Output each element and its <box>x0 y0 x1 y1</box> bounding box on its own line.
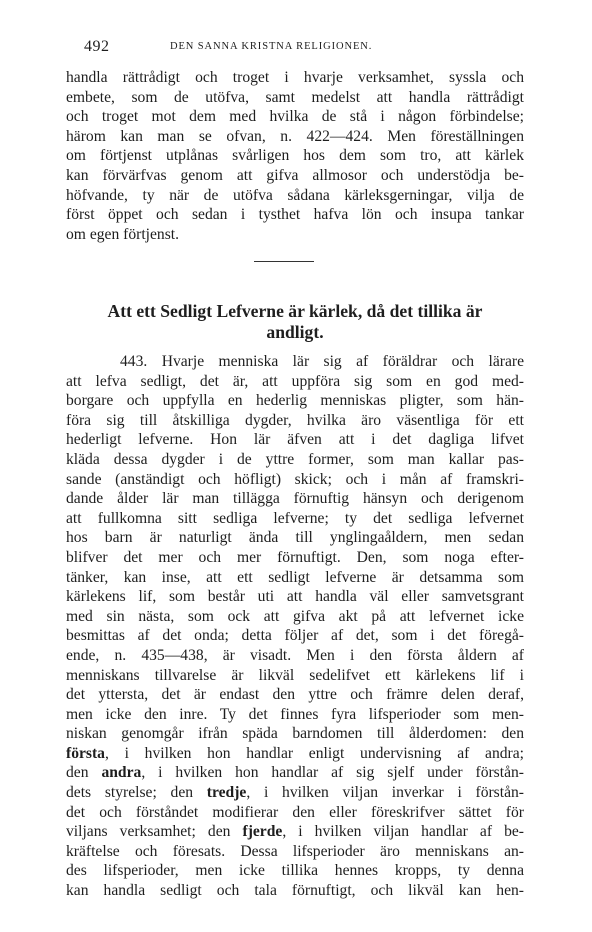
text-line: niskan genomgår ifrån späda barndomen till ålderdomen: den <box>66 725 524 743</box>
text-line-with-emphasis <box>66 822 524 842</box>
emphasis-andra: andra <box>101 764 142 782</box>
text-line: tänker, kan inse, att ett sedligt lefverne är detsamma som <box>66 568 524 586</box>
section-heading-line-1: Att ett Sedligt Lefverne är kärlek, då det tillika är <box>107 301 483 321</box>
text-line: kärlekens lif, som består uti att handla väl eller samvetsgrant <box>66 588 524 606</box>
emphasis-tredje: tredje <box>206 784 247 802</box>
text-line: kläda dessa dygder i de yttre former, som man kallar pas- <box>66 450 524 468</box>
text-fragment: , i hvilken hon handlar enligt undervisning af andra; <box>104 744 524 762</box>
running-header <box>84 38 524 58</box>
text-line: besmittas af det onda; detta följer af det, som i det föregå- <box>66 627 524 645</box>
emphasis-forsta: första <box>66 744 105 762</box>
paragraph-2 <box>66 352 524 901</box>
text-line-with-emphasis <box>66 763 524 783</box>
text-fragment: , i hvilken hon handlar af sig sjelf under förstån- <box>141 764 524 782</box>
text-line: ende, n. 435—438, är visadt. Men i den första åldern af <box>66 646 524 664</box>
text-line: sande (anständigt och höfligt) skick; och i mån af framskri- <box>66 470 524 488</box>
text-line: kräftelse och föresats. Dessa lifsperioder äro menniskans an- <box>66 842 524 860</box>
text-line-with-emphasis <box>66 783 524 803</box>
text-line: höfvande, ty när de utöfva sådana kärleksgerningar, vilja de <box>66 186 524 204</box>
text-line: blifver det mer och mer förnuftigt. Den, som noga efter- <box>66 548 524 566</box>
text-fragment: den <box>66 764 102 782</box>
page-number: 492 <box>84 38 110 55</box>
text-fragment: , i hvilken viljan handlar af be- <box>282 823 524 841</box>
text-line: föra sig till åtskilliga dygder, hvilka äro väsentliga för ett <box>66 411 524 429</box>
section-heading <box>66 301 524 343</box>
text-fragment: , i hvilken viljan inverkar i förstån- <box>246 784 524 802</box>
text-line: om egen förtjenst. <box>66 225 180 243</box>
text-line: embete, som de utöfva, samt medelst att handla rättrådigt <box>66 88 524 106</box>
section-heading-line-2: andligt. <box>266 322 324 342</box>
text-line: kan förvärfvas genom att gifva allmosor och understödja be- <box>66 166 524 184</box>
text-line: att lefva sedligt, det är, att uppföra sig som en god med- <box>66 372 524 390</box>
text-fragment: dets styrelse; den <box>66 784 194 802</box>
running-title: DEN SANNA KRISTNA RELIGIONEN. <box>170 41 373 52</box>
text-line-with-emphasis <box>66 744 524 764</box>
text-line: det yttersta, det är endast den yttre och främre delen deraf, <box>66 686 524 704</box>
text-line: menniskans tillvarelse är likväl sedelifvet ett kärlekens lif i <box>66 666 524 684</box>
text-line: att fullkomna sitt sedliga lefverne; ty det sedliga lefvernet <box>66 509 524 527</box>
text-line: först öppet och sedan i tysthet hafva lön och insupa tankar <box>66 206 524 224</box>
text-line: det och förståndet modifierar den eller föreskrifver sättet för <box>66 803 524 821</box>
section-divider <box>254 261 314 262</box>
text-line: borgare och uppfylla en hederlig menniskas pligter, som hän- <box>66 392 524 410</box>
text-line: om förtjenst utplånas svårligen hos dem som tro, att kärlek <box>66 147 524 165</box>
text-line: hos barn är naturligt ända till ynglingaåldern, men sedan <box>66 529 524 547</box>
text-line: härom kan man se ofvan, n. 422—424. Men föreställningen <box>66 127 524 145</box>
text-line: hederligt lefverne. Hon lär äfven att i det dagliga lifvet <box>66 431 524 449</box>
text-line: 443. Hvarje menniska lär sig af föräldrar och lärare <box>120 353 524 370</box>
paragraph-1 <box>66 68 524 244</box>
text-line: dande ålder lär man tillägga förnuftig hänsyn och derigenom <box>66 490 524 508</box>
text-line: kan handla sedligt och tala förnuftigt, och likväl kan hen- <box>66 882 524 900</box>
emphasis-fjerde: fjerde <box>242 823 283 841</box>
text-line: och troget mot dem med hvilka de stå i någon förbindelse; <box>66 108 524 126</box>
text-fragment: viljans verksamhet; den <box>66 823 243 841</box>
text-line: men icke den inre. Ty det finnes fyra lifsperioder som men- <box>66 705 524 723</box>
text-line: handla rättrådigt och troget i hvarje verksamhet, syssla och <box>66 69 524 86</box>
text-line: med sin nästa, som ock att gifva akt på att lefvernet icke <box>66 607 524 625</box>
text-line: des lifsperioder, men icke tillika hennes kropps, ty denna <box>66 862 524 880</box>
